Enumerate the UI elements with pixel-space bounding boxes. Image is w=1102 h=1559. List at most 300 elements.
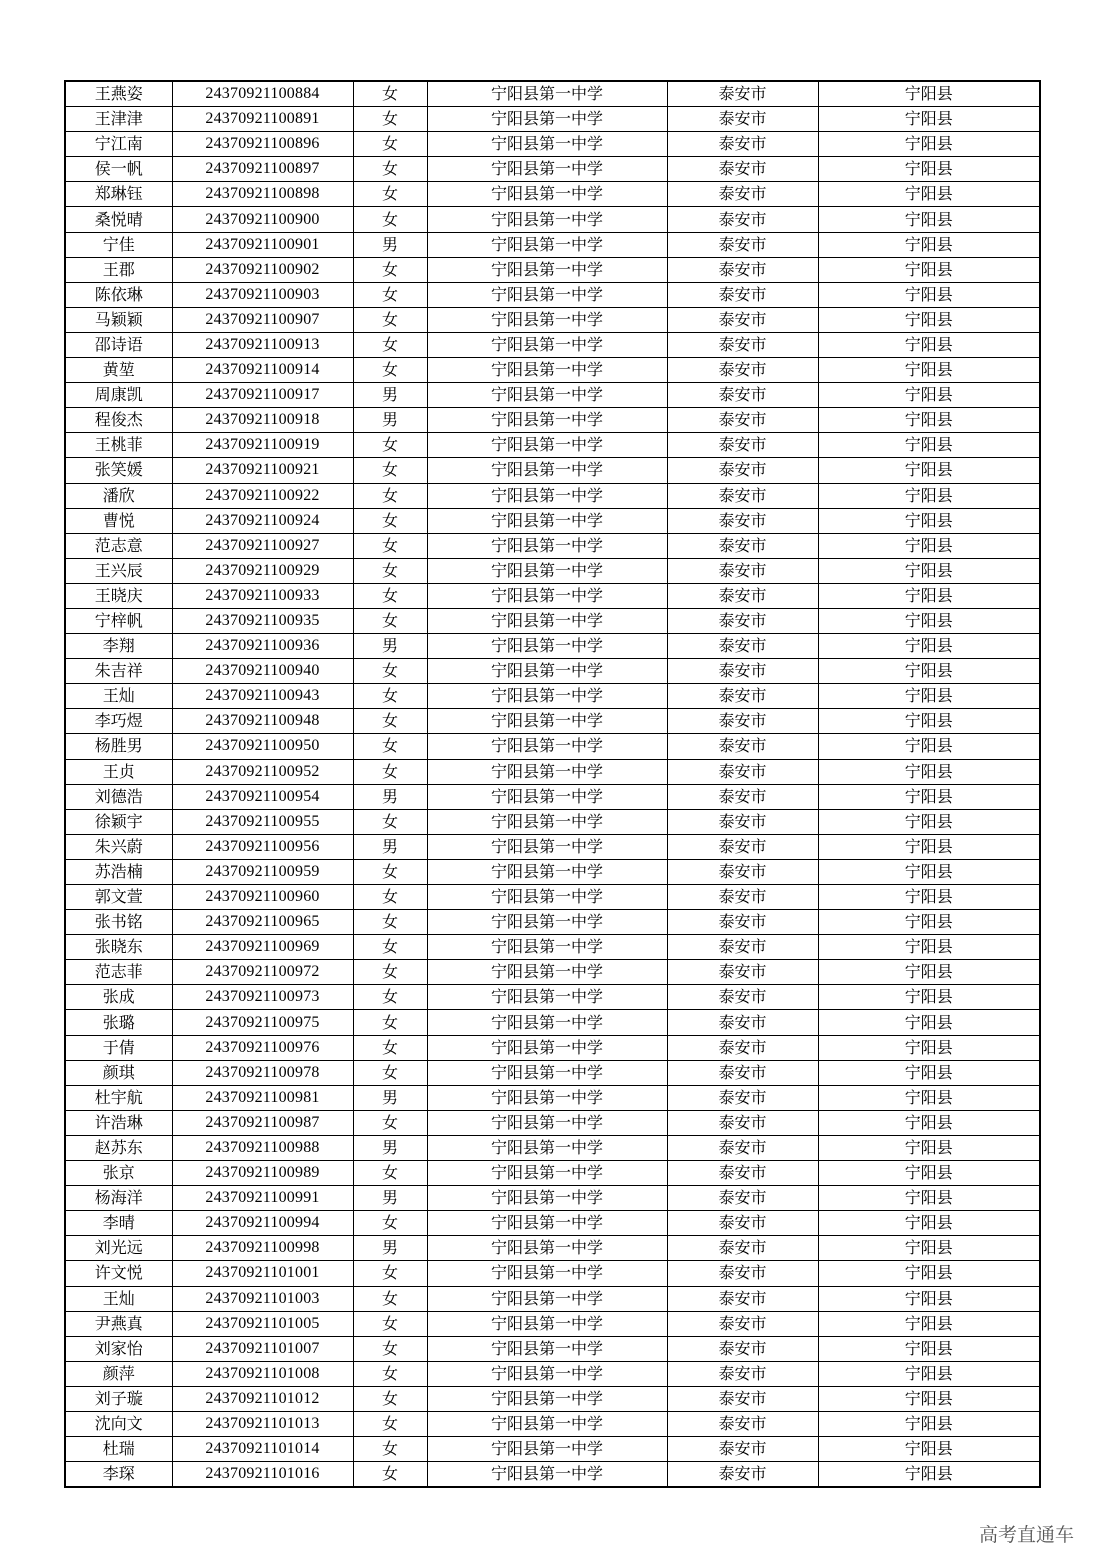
table-row bbox=[65, 157, 1040, 182]
gender-cell: 女 bbox=[353, 132, 427, 157]
gender-cell: 男 bbox=[353, 834, 427, 859]
city-cell: 泰安市 bbox=[667, 1110, 818, 1135]
county-cell: 宁阳县 bbox=[818, 1311, 1040, 1336]
table-row bbox=[65, 1261, 1040, 1286]
city-cell: 泰安市 bbox=[667, 910, 818, 935]
exam-id-cell: 24370921100954 bbox=[172, 784, 353, 809]
school-cell: 宁阳县第一中学 bbox=[427, 1311, 667, 1336]
gender-cell: 女 bbox=[353, 608, 427, 633]
table-row bbox=[65, 1361, 1040, 1386]
table-row bbox=[65, 332, 1040, 357]
county-cell: 宁阳县 bbox=[818, 81, 1040, 107]
county-cell: 宁阳县 bbox=[818, 1236, 1040, 1261]
exam-id-cell: 24370921100917 bbox=[172, 383, 353, 408]
gender-cell: 男 bbox=[353, 1085, 427, 1110]
exam-id-cell: 24370921100918 bbox=[172, 408, 353, 433]
exam-id-cell: 24370921101003 bbox=[172, 1286, 353, 1311]
county-cell: 宁阳县 bbox=[818, 533, 1040, 558]
name-cell: 王贞 bbox=[65, 759, 172, 784]
table-row bbox=[65, 1411, 1040, 1436]
city-cell: 泰安市 bbox=[667, 583, 818, 608]
city-cell: 泰安市 bbox=[667, 759, 818, 784]
gender-cell: 女 bbox=[353, 1161, 427, 1186]
school-cell: 宁阳县第一中学 bbox=[427, 1085, 667, 1110]
exam-id-cell: 24370921101007 bbox=[172, 1336, 353, 1361]
school-cell: 宁阳县第一中学 bbox=[427, 1437, 667, 1462]
watermark-text: 高考直通车 bbox=[978, 1524, 1074, 1546]
name-cell: 张笑媛 bbox=[65, 458, 172, 483]
school-cell: 宁阳县第一中学 bbox=[427, 1261, 667, 1286]
school-cell: 宁阳县第一中学 bbox=[427, 508, 667, 533]
school-cell: 宁阳县第一中学 bbox=[427, 207, 667, 232]
gender-cell: 男 bbox=[353, 408, 427, 433]
name-cell: 范志菲 bbox=[65, 960, 172, 985]
name-cell: 侯一帆 bbox=[65, 157, 172, 182]
gender-cell: 女 bbox=[353, 809, 427, 834]
exam-id-cell: 24370921100924 bbox=[172, 508, 353, 533]
table-row bbox=[65, 935, 1040, 960]
gender-cell: 女 bbox=[353, 1411, 427, 1436]
county-cell: 宁阳县 bbox=[818, 1161, 1040, 1186]
gender-cell: 女 bbox=[353, 207, 427, 232]
exam-id-cell: 24370921100960 bbox=[172, 885, 353, 910]
gender-cell: 女 bbox=[353, 709, 427, 734]
table-row bbox=[65, 81, 1040, 107]
county-cell: 宁阳县 bbox=[818, 1060, 1040, 1085]
county-cell: 宁阳县 bbox=[818, 207, 1040, 232]
gender-cell: 女 bbox=[353, 859, 427, 884]
county-cell: 宁阳县 bbox=[818, 157, 1040, 182]
city-cell: 泰安市 bbox=[667, 533, 818, 558]
county-cell: 宁阳县 bbox=[818, 985, 1040, 1010]
gender-cell: 女 bbox=[353, 157, 427, 182]
school-cell: 宁阳县第一中学 bbox=[427, 1110, 667, 1135]
exam-id-cell: 24370921100919 bbox=[172, 433, 353, 458]
exam-id-cell: 24370921100935 bbox=[172, 608, 353, 633]
name-cell: 张书铭 bbox=[65, 910, 172, 935]
table-row bbox=[65, 985, 1040, 1010]
school-cell: 宁阳县第一中学 bbox=[427, 533, 667, 558]
name-cell: 邵诗语 bbox=[65, 332, 172, 357]
exam-id-cell: 24370921100943 bbox=[172, 684, 353, 709]
city-cell: 泰安市 bbox=[667, 809, 818, 834]
exam-id-cell: 24370921101014 bbox=[172, 1437, 353, 1462]
county-cell: 宁阳县 bbox=[818, 257, 1040, 282]
name-cell: 刘子璇 bbox=[65, 1386, 172, 1411]
city-cell: 泰安市 bbox=[667, 1035, 818, 1060]
school-cell: 宁阳县第一中学 bbox=[427, 1411, 667, 1436]
county-cell: 宁阳县 bbox=[818, 508, 1040, 533]
school-cell: 宁阳县第一中学 bbox=[427, 383, 667, 408]
exam-id-cell: 24370921100900 bbox=[172, 207, 353, 232]
county-cell: 宁阳县 bbox=[818, 1286, 1040, 1311]
exam-id-cell: 24370921101008 bbox=[172, 1361, 353, 1386]
gender-cell: 女 bbox=[353, 1110, 427, 1135]
city-cell: 泰安市 bbox=[667, 1261, 818, 1286]
exam-id-cell: 24370921100987 bbox=[172, 1110, 353, 1135]
name-cell: 沈向文 bbox=[65, 1411, 172, 1436]
name-cell: 杜宇航 bbox=[65, 1085, 172, 1110]
city-cell: 泰安市 bbox=[667, 1085, 818, 1110]
exam-id-cell: 24370921100998 bbox=[172, 1236, 353, 1261]
county-cell: 宁阳县 bbox=[818, 885, 1040, 910]
table-row bbox=[65, 1161, 1040, 1186]
gender-cell: 男 bbox=[353, 232, 427, 257]
exam-id-cell: 24370921100903 bbox=[172, 282, 353, 307]
name-cell: 刘家怡 bbox=[65, 1336, 172, 1361]
city-cell: 泰安市 bbox=[667, 433, 818, 458]
exam-id-cell: 24370921100907 bbox=[172, 307, 353, 332]
gender-cell: 女 bbox=[353, 483, 427, 508]
county-cell: 宁阳县 bbox=[818, 784, 1040, 809]
exam-id-cell: 24370921100969 bbox=[172, 935, 353, 960]
name-cell: 徐颖宇 bbox=[65, 809, 172, 834]
city-cell: 泰安市 bbox=[667, 784, 818, 809]
gender-cell: 男 bbox=[353, 383, 427, 408]
city-cell: 泰安市 bbox=[667, 985, 818, 1010]
name-cell: 王桃菲 bbox=[65, 433, 172, 458]
school-cell: 宁阳县第一中学 bbox=[427, 358, 667, 383]
exam-id-cell: 24370921100936 bbox=[172, 634, 353, 659]
table-row bbox=[65, 910, 1040, 935]
gender-cell: 女 bbox=[353, 985, 427, 1010]
school-cell: 宁阳县第一中学 bbox=[427, 734, 667, 759]
school-cell: 宁阳县第一中学 bbox=[427, 634, 667, 659]
city-cell: 泰安市 bbox=[667, 1211, 818, 1236]
exam-id-cell: 24370921100955 bbox=[172, 809, 353, 834]
county-cell: 宁阳县 bbox=[818, 734, 1040, 759]
county-cell: 宁阳县 bbox=[818, 458, 1040, 483]
gender-cell: 男 bbox=[353, 784, 427, 809]
city-cell: 泰安市 bbox=[667, 935, 818, 960]
school-cell: 宁阳县第一中学 bbox=[427, 759, 667, 784]
table-row bbox=[65, 1135, 1040, 1160]
county-cell: 宁阳县 bbox=[818, 759, 1040, 784]
name-cell: 桑悦晴 bbox=[65, 207, 172, 232]
table-row bbox=[65, 1010, 1040, 1035]
gender-cell: 女 bbox=[353, 1010, 427, 1035]
county-cell: 宁阳县 bbox=[818, 558, 1040, 583]
gender-cell: 女 bbox=[353, 508, 427, 533]
city-cell: 泰安市 bbox=[667, 659, 818, 684]
school-cell: 宁阳县第一中学 bbox=[427, 257, 667, 282]
county-cell: 宁阳县 bbox=[818, 709, 1040, 734]
name-cell: 郭文萱 bbox=[65, 885, 172, 910]
table-row bbox=[65, 709, 1040, 734]
city-cell: 泰安市 bbox=[667, 1186, 818, 1211]
county-cell: 宁阳县 bbox=[818, 859, 1040, 884]
city-cell: 泰安市 bbox=[667, 709, 818, 734]
city-cell: 泰安市 bbox=[667, 1386, 818, 1411]
gender-cell: 女 bbox=[353, 81, 427, 107]
gender-cell: 女 bbox=[353, 583, 427, 608]
city-cell: 泰安市 bbox=[667, 734, 818, 759]
city-cell: 泰安市 bbox=[667, 859, 818, 884]
gender-cell: 男 bbox=[353, 1135, 427, 1160]
school-cell: 宁阳县第一中学 bbox=[427, 433, 667, 458]
table-row bbox=[65, 1386, 1040, 1411]
name-cell: 宁佳 bbox=[65, 232, 172, 257]
county-cell: 宁阳县 bbox=[818, 910, 1040, 935]
school-cell: 宁阳县第一中学 bbox=[427, 985, 667, 1010]
gender-cell: 女 bbox=[353, 358, 427, 383]
city-cell: 泰安市 bbox=[667, 1161, 818, 1186]
county-cell: 宁阳县 bbox=[818, 408, 1040, 433]
gender-cell: 女 bbox=[353, 1437, 427, 1462]
school-cell: 宁阳县第一中学 bbox=[427, 960, 667, 985]
school-cell: 宁阳县第一中学 bbox=[427, 81, 667, 107]
county-cell: 宁阳县 bbox=[818, 282, 1040, 307]
table-row bbox=[65, 107, 1040, 132]
county-cell: 宁阳县 bbox=[818, 1411, 1040, 1436]
gender-cell: 女 bbox=[353, 1035, 427, 1060]
county-cell: 宁阳县 bbox=[818, 1361, 1040, 1386]
county-cell: 宁阳县 bbox=[818, 684, 1040, 709]
school-cell: 宁阳县第一中学 bbox=[427, 709, 667, 734]
table-body bbox=[65, 81, 1040, 1487]
table-row bbox=[65, 659, 1040, 684]
name-cell: 周康凯 bbox=[65, 383, 172, 408]
table-row bbox=[65, 1211, 1040, 1236]
city-cell: 泰安市 bbox=[667, 634, 818, 659]
exam-id-cell: 24370921100991 bbox=[172, 1186, 353, 1211]
table-row bbox=[65, 558, 1040, 583]
exam-id-cell: 24370921100976 bbox=[172, 1035, 353, 1060]
table-row bbox=[65, 885, 1040, 910]
table-row bbox=[65, 784, 1040, 809]
table-row bbox=[65, 734, 1040, 759]
table-row bbox=[65, 1110, 1040, 1135]
county-cell: 宁阳县 bbox=[818, 1035, 1040, 1060]
exam-id-cell: 24370921101013 bbox=[172, 1411, 353, 1436]
table-row bbox=[65, 408, 1040, 433]
exam-id-cell: 24370921100914 bbox=[172, 358, 353, 383]
county-cell: 宁阳县 bbox=[818, 1186, 1040, 1211]
table-row bbox=[65, 182, 1040, 207]
gender-cell: 女 bbox=[353, 332, 427, 357]
school-cell: 宁阳县第一中学 bbox=[427, 558, 667, 583]
school-cell: 宁阳县第一中学 bbox=[427, 1135, 667, 1160]
school-cell: 宁阳县第一中学 bbox=[427, 684, 667, 709]
gender-cell: 女 bbox=[353, 1462, 427, 1488]
name-cell: 李晴 bbox=[65, 1211, 172, 1236]
county-cell: 宁阳县 bbox=[818, 1336, 1040, 1361]
gender-cell: 女 bbox=[353, 558, 427, 583]
exam-id-cell: 24370921100884 bbox=[172, 81, 353, 107]
name-cell: 朱吉祥 bbox=[65, 659, 172, 684]
school-cell: 宁阳县第一中学 bbox=[427, 583, 667, 608]
gender-cell: 女 bbox=[353, 307, 427, 332]
county-cell: 宁阳县 bbox=[818, 1437, 1040, 1462]
city-cell: 泰安市 bbox=[667, 107, 818, 132]
gender-cell: 女 bbox=[353, 684, 427, 709]
city-cell: 泰安市 bbox=[667, 282, 818, 307]
name-cell: 马颖颖 bbox=[65, 307, 172, 332]
exam-id-cell: 24370921100965 bbox=[172, 910, 353, 935]
exam-id-cell: 24370921100901 bbox=[172, 232, 353, 257]
table-row bbox=[65, 483, 1040, 508]
table-row bbox=[65, 1186, 1040, 1211]
exam-id-cell: 24370921100989 bbox=[172, 1161, 353, 1186]
city-cell: 泰安市 bbox=[667, 960, 818, 985]
city-cell: 泰安市 bbox=[667, 132, 818, 157]
school-cell: 宁阳县第一中学 bbox=[427, 1161, 667, 1186]
school-cell: 宁阳县第一中学 bbox=[427, 282, 667, 307]
county-cell: 宁阳县 bbox=[818, 659, 1040, 684]
exam-id-cell: 24370921100896 bbox=[172, 132, 353, 157]
name-cell: 苏浩楠 bbox=[65, 859, 172, 884]
table-row bbox=[65, 383, 1040, 408]
name-cell: 陈依琳 bbox=[65, 282, 172, 307]
table-row bbox=[65, 458, 1040, 483]
exam-id-cell: 24370921100959 bbox=[172, 859, 353, 884]
name-cell: 潘欣 bbox=[65, 483, 172, 508]
city-cell: 泰安市 bbox=[667, 608, 818, 633]
county-cell: 宁阳县 bbox=[818, 583, 1040, 608]
gender-cell: 男 bbox=[353, 1236, 427, 1261]
name-cell: 赵苏东 bbox=[65, 1135, 172, 1160]
student-roster-table bbox=[64, 80, 1041, 1488]
gender-cell: 男 bbox=[353, 634, 427, 659]
table-row bbox=[65, 1336, 1040, 1361]
city-cell: 泰安市 bbox=[667, 232, 818, 257]
gender-cell: 女 bbox=[353, 1386, 427, 1411]
table-row bbox=[65, 1060, 1040, 1085]
school-cell: 宁阳县第一中学 bbox=[427, 1386, 667, 1411]
gender-cell: 女 bbox=[353, 659, 427, 684]
gender-cell: 男 bbox=[353, 1186, 427, 1211]
table-row bbox=[65, 1035, 1040, 1060]
name-cell: 王津津 bbox=[65, 107, 172, 132]
name-cell: 许文悦 bbox=[65, 1261, 172, 1286]
school-cell: 宁阳县第一中学 bbox=[427, 408, 667, 433]
name-cell: 王郡 bbox=[65, 257, 172, 282]
name-cell: 黄堃 bbox=[65, 358, 172, 383]
city-cell: 泰安市 bbox=[667, 257, 818, 282]
gender-cell: 女 bbox=[353, 885, 427, 910]
school-cell: 宁阳县第一中学 bbox=[427, 834, 667, 859]
school-cell: 宁阳县第一中学 bbox=[427, 232, 667, 257]
table-row bbox=[65, 809, 1040, 834]
city-cell: 泰安市 bbox=[667, 1236, 818, 1261]
name-cell: 杨胜男 bbox=[65, 734, 172, 759]
county-cell: 宁阳县 bbox=[818, 1110, 1040, 1135]
city-cell: 泰安市 bbox=[667, 1411, 818, 1436]
gender-cell: 女 bbox=[353, 1311, 427, 1336]
school-cell: 宁阳县第一中学 bbox=[427, 935, 667, 960]
gender-cell: 女 bbox=[353, 1336, 427, 1361]
county-cell: 宁阳县 bbox=[818, 809, 1040, 834]
table-row bbox=[65, 583, 1040, 608]
county-cell: 宁阳县 bbox=[818, 483, 1040, 508]
exam-id-cell: 24370921101005 bbox=[172, 1311, 353, 1336]
school-cell: 宁阳县第一中学 bbox=[427, 910, 667, 935]
name-cell: 尹燕真 bbox=[65, 1311, 172, 1336]
name-cell: 杜瑞 bbox=[65, 1437, 172, 1462]
table-row bbox=[65, 132, 1040, 157]
city-cell: 泰安市 bbox=[667, 307, 818, 332]
county-cell: 宁阳县 bbox=[818, 1135, 1040, 1160]
table-row bbox=[65, 634, 1040, 659]
exam-id-cell: 24370921100978 bbox=[172, 1060, 353, 1085]
exam-id-cell: 24370921100921 bbox=[172, 458, 353, 483]
table-row bbox=[65, 508, 1040, 533]
table-row bbox=[65, 1085, 1040, 1110]
name-cell: 李巧煜 bbox=[65, 709, 172, 734]
school-cell: 宁阳县第一中学 bbox=[427, 1211, 667, 1236]
gender-cell: 女 bbox=[353, 1286, 427, 1311]
name-cell: 于倩 bbox=[65, 1035, 172, 1060]
city-cell: 泰安市 bbox=[667, 1437, 818, 1462]
school-cell: 宁阳县第一中学 bbox=[427, 608, 667, 633]
exam-id-cell: 24370921100952 bbox=[172, 759, 353, 784]
name-cell: 张璐 bbox=[65, 1010, 172, 1035]
school-cell: 宁阳县第一中学 bbox=[427, 1010, 667, 1035]
county-cell: 宁阳县 bbox=[818, 182, 1040, 207]
exam-id-cell: 24370921100975 bbox=[172, 1010, 353, 1035]
name-cell: 曹悦 bbox=[65, 508, 172, 533]
table-row bbox=[65, 1437, 1040, 1462]
county-cell: 宁阳县 bbox=[818, 358, 1040, 383]
school-cell: 宁阳县第一中学 bbox=[427, 1286, 667, 1311]
name-cell: 张成 bbox=[65, 985, 172, 1010]
county-cell: 宁阳县 bbox=[818, 935, 1040, 960]
exam-id-cell: 24370921100994 bbox=[172, 1211, 353, 1236]
table-row bbox=[65, 960, 1040, 985]
school-cell: 宁阳县第一中学 bbox=[427, 107, 667, 132]
table-row bbox=[65, 834, 1040, 859]
city-cell: 泰安市 bbox=[667, 1286, 818, 1311]
exam-id-cell: 24370921100956 bbox=[172, 834, 353, 859]
name-cell: 宁江南 bbox=[65, 132, 172, 157]
school-cell: 宁阳县第一中学 bbox=[427, 1186, 667, 1211]
exam-id-cell: 24370921100988 bbox=[172, 1135, 353, 1160]
name-cell: 李翔 bbox=[65, 634, 172, 659]
city-cell: 泰安市 bbox=[667, 1060, 818, 1085]
table-row bbox=[65, 282, 1040, 307]
school-cell: 宁阳县第一中学 bbox=[427, 859, 667, 884]
county-cell: 宁阳县 bbox=[818, 634, 1040, 659]
exam-id-cell: 24370921100972 bbox=[172, 960, 353, 985]
city-cell: 泰安市 bbox=[667, 383, 818, 408]
gender-cell: 女 bbox=[353, 107, 427, 132]
school-cell: 宁阳县第一中学 bbox=[427, 1361, 667, 1386]
name-cell: 王晓庆 bbox=[65, 583, 172, 608]
exam-id-cell: 24370921100922 bbox=[172, 483, 353, 508]
name-cell: 刘光远 bbox=[65, 1236, 172, 1261]
name-cell: 刘德浩 bbox=[65, 784, 172, 809]
table-row bbox=[65, 232, 1040, 257]
city-cell: 泰安市 bbox=[667, 483, 818, 508]
city-cell: 泰安市 bbox=[667, 1135, 818, 1160]
name-cell: 张京 bbox=[65, 1161, 172, 1186]
city-cell: 泰安市 bbox=[667, 458, 818, 483]
school-cell: 宁阳县第一中学 bbox=[427, 307, 667, 332]
city-cell: 泰安市 bbox=[667, 157, 818, 182]
city-cell: 泰安市 bbox=[667, 207, 818, 232]
name-cell: 宁梓帆 bbox=[65, 608, 172, 633]
table-row bbox=[65, 207, 1040, 232]
county-cell: 宁阳县 bbox=[818, 834, 1040, 859]
county-cell: 宁阳县 bbox=[818, 608, 1040, 633]
city-cell: 泰安市 bbox=[667, 408, 818, 433]
gender-cell: 女 bbox=[353, 1211, 427, 1236]
table-row bbox=[65, 684, 1040, 709]
exam-id-cell: 24370921101001 bbox=[172, 1261, 353, 1286]
city-cell: 泰安市 bbox=[667, 1311, 818, 1336]
table-row bbox=[65, 358, 1040, 383]
exam-id-cell: 24370921100898 bbox=[172, 182, 353, 207]
